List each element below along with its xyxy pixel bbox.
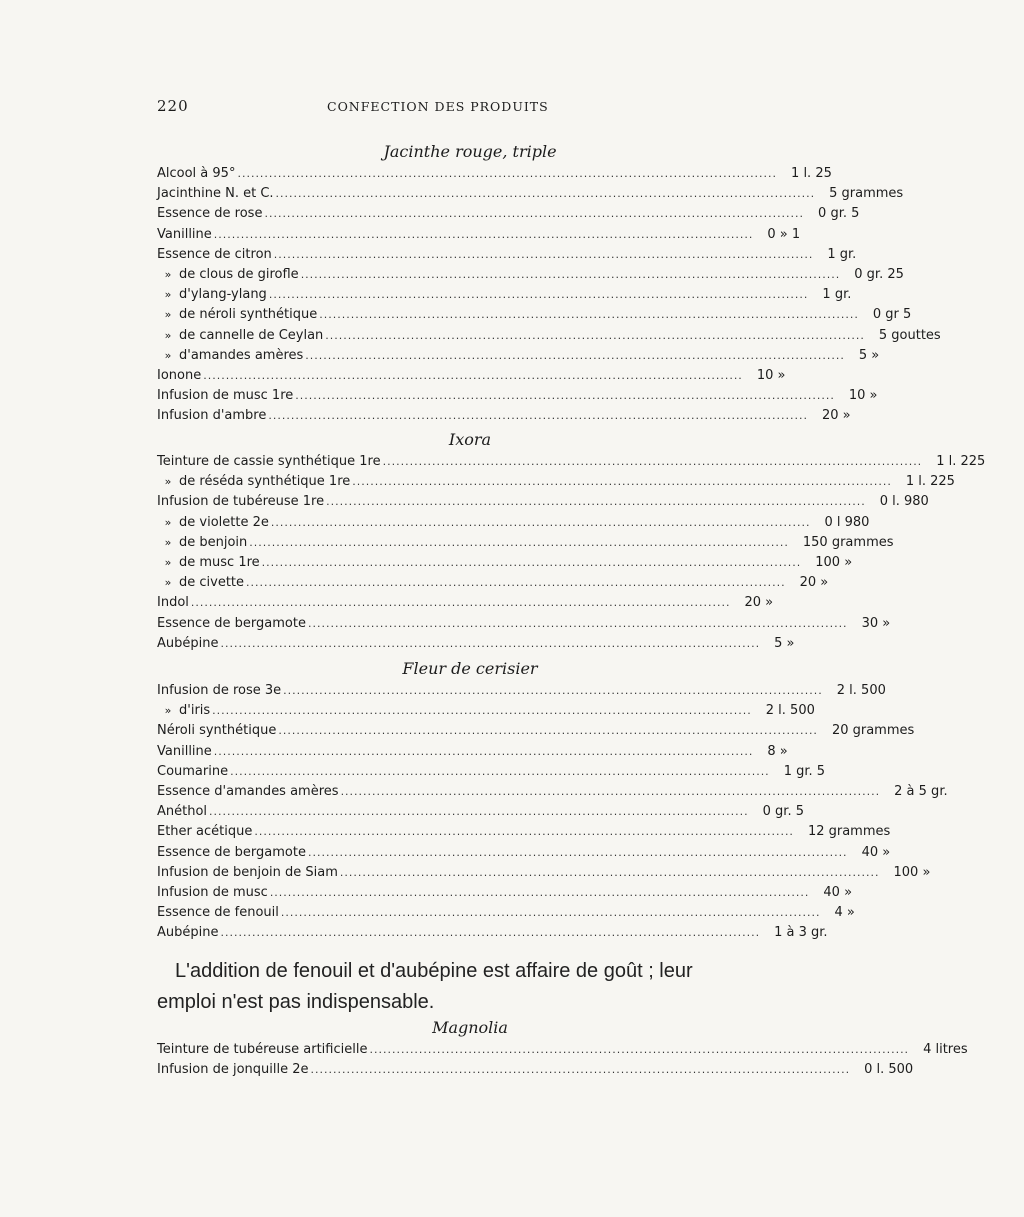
- ingredient-row: [157, 1060, 914, 1080]
- dot-leader: ........................................................................................................................: [261, 555, 802, 569]
- ingredient-label: Infusion de tubéreuse 1re: [157, 494, 325, 510]
- dot-leader: ........................................................................................................................: [213, 227, 754, 241]
- ingredient-name: de benjoin: [179, 534, 248, 550]
- dot-leader: ........................................................................................................................: [254, 825, 794, 839]
- ingredient-label: [157, 553, 260, 573]
- recipe-title: Ixora: [448, 430, 492, 449]
- ingredient-row: [157, 553, 853, 573]
- ingredient-row: [157, 762, 826, 782]
- dot-leader: ........................................................................................................................: [325, 328, 865, 342]
- ingredient-row: [157, 883, 853, 903]
- ingredient-row: [157, 614, 891, 634]
- dot-leader: ........................................................................................................................: [307, 845, 848, 859]
- ditto-mark: »: [164, 328, 172, 342]
- ingredient-quantity: 20 »: [821, 408, 851, 424]
- dot-leader: ........................................................................................................................: [382, 455, 923, 468]
- dot-leader: ........................................................................................................................: [319, 308, 859, 322]
- ingredient-quantity: 5 grammes: [829, 186, 904, 202]
- paragraph-line: emploi n'est pas indispensable.: [157, 991, 435, 1013]
- ingredient-row: [157, 1040, 968, 1060]
- ingredient-label: Infusion de rose 3e: [157, 683, 282, 698]
- ingredient-quantity: 1 à 3 gr.: [774, 925, 828, 941]
- ingredient-row: [157, 863, 931, 883]
- dot-leader: ........................................................................................................................: [305, 348, 845, 362]
- ingredient-row: [157, 681, 886, 701]
- dot-leader: ........................................................................................................................: [209, 805, 749, 819]
- ingredient-label: Infusion de musc: [157, 884, 268, 900]
- ingredient-quantity: 150 grammes: [802, 534, 894, 550]
- page-header: [157, 97, 723, 119]
- ingredient-row: [157, 903, 855, 923]
- ingredient-quantity: 0 gr. 5: [762, 804, 804, 820]
- ingredient-name: de musc 1re: [179, 554, 260, 570]
- recipe-title: Jacinthe rouge, triple: [383, 142, 557, 161]
- ingredient-label: Néroli synthétique: [157, 723, 277, 739]
- dot-leader: ........................................................................................................................: [283, 684, 823, 697]
- ingredient-name: d'ylang-ylang: [179, 287, 267, 303]
- ingredient-quantity: 5 »: [858, 347, 880, 363]
- ingredient-label: Vanilline: [157, 743, 212, 759]
- recipe-title: Magnolia: [432, 1018, 508, 1037]
- recipe-fleur-de-cerisier: [157, 657, 948, 943]
- ditto-mark: »: [164, 555, 172, 569]
- dot-leader: ........................................................................................................................: [249, 535, 789, 549]
- ingredient-label: Teinture de tubéreuse artificielle: [157, 1042, 368, 1057]
- ingredient-label: Vanilline: [157, 226, 212, 242]
- ingredient-row: [157, 472, 955, 492]
- dot-leader: ........................................................................................................................: [230, 764, 770, 778]
- ingredient-row: [157, 492, 929, 512]
- ingredient-quantity: 0 gr 5: [872, 307, 912, 323]
- ingredient-name: d'amandes amères: [179, 347, 304, 363]
- dot-leader: ........................................................................................................................: [268, 288, 809, 302]
- ingredient-row: [157, 366, 786, 386]
- ingredient-label: Aubépine: [157, 635, 219, 651]
- dot-leader: ........................................................................................................................: [273, 247, 814, 261]
- dot-leader: ........................................................................................................................: [339, 865, 880, 879]
- dot-leader: ........................................................................................................................: [280, 906, 821, 920]
- ingredient-label: Coumarine: [157, 763, 229, 779]
- ingredient-row: [157, 513, 870, 533]
- ingredient-quantity: 1 gr. 5: [783, 763, 826, 779]
- ingredient-row: [157, 573, 829, 593]
- ingredient-quantity: 40 »: [861, 844, 891, 860]
- dot-leader: ........................................................................................................................: [212, 704, 752, 718]
- ingredient-label: Infusion de musc 1re: [157, 388, 294, 404]
- ingredient-row: [157, 184, 904, 204]
- recipe-magnolia: [157, 1016, 968, 1080]
- ingredient-label: Essence de bergamote: [157, 844, 306, 860]
- ingredient-row: [157, 305, 912, 325]
- dot-leader: ........................................................................................................................: [220, 926, 761, 940]
- ingredient-label: Essence de bergamote: [157, 615, 306, 631]
- ingredient-label: Infusion de benjoin de Siam: [157, 864, 338, 880]
- ingredient-label: Essence de fenouil: [157, 905, 279, 921]
- dot-leader: ........................................................................................................................: [270, 515, 811, 529]
- ingredient-row: [157, 822, 891, 842]
- ingredient-label: Essence de rose: [157, 206, 263, 222]
- ingredient-label: [157, 513, 269, 533]
- ingredient-label: Aubépine: [157, 925, 219, 941]
- ingredient-quantity: 1 gr.: [827, 246, 857, 262]
- ingredient-row: [157, 386, 878, 406]
- ingredient-label: Jacinthine N. et C.: [157, 186, 274, 202]
- ingredient-row: [157, 265, 904, 285]
- ingredient-quantity: 0 gr. 5: [818, 206, 860, 222]
- ingredient-quantity: 5 gouttes: [878, 327, 941, 343]
- ingredient-label: Ionone: [157, 367, 202, 383]
- ditto-mark: »: [164, 308, 172, 322]
- recipe-title: Fleur de cerisier: [402, 659, 538, 678]
- ingredient-label: Essence d'amandes amères: [157, 783, 339, 799]
- ingredient-row: [157, 245, 857, 265]
- ditto-mark: »: [164, 267, 172, 281]
- ingredient-row: [157, 701, 815, 721]
- ingredient-quantity: 2 l. 500: [765, 703, 815, 719]
- ingredient-quantity: 1 l. 25: [791, 166, 832, 181]
- dot-leader: ........................................................................................................................: [237, 167, 778, 180]
- ingredient-label: [157, 285, 267, 305]
- ingredient-row: [157, 285, 852, 305]
- ingredient-quantity: 0 l. 500: [864, 1062, 914, 1078]
- ingredient-quantity: 0 » 1: [767, 226, 801, 242]
- ingredient-quantity: 20 »: [799, 575, 829, 591]
- dot-leader: ........................................................................................................................: [352, 475, 892, 489]
- ingredient-quantity: 4 »: [834, 905, 855, 921]
- dot-leader: ........................................................................................................................: [300, 267, 841, 281]
- recipe-jacinthe-rouge: [157, 140, 941, 426]
- ingredient-quantity: 1 gr.: [822, 287, 852, 303]
- dot-leader: ........................................................................................................................: [246, 576, 786, 590]
- dot-leader: ........................................................................................................................: [369, 1043, 910, 1056]
- ditto-mark: »: [164, 704, 172, 718]
- ingredient-row: [157, 164, 832, 184]
- dot-leader: ........................................................................................................................: [268, 409, 808, 423]
- ingredient-quantity: 100 »: [893, 864, 931, 880]
- dot-leader: ........................................................................................................................: [203, 368, 743, 382]
- ingredient-quantity: 2 à 5 gr.: [894, 783, 948, 799]
- ingredient-row: [157, 204, 860, 224]
- commentary-paragraph: [157, 956, 725, 1018]
- ingredient-row: [157, 923, 828, 943]
- ditto-mark: »: [164, 515, 172, 529]
- ingredient-row: [157, 346, 880, 366]
- ingredient-row: [157, 742, 788, 762]
- ingredient-label: [157, 472, 350, 492]
- ingredient-name: de clous de girofle: [179, 266, 299, 282]
- ingredient-row: [157, 593, 774, 613]
- ingredient-quantity: 4 litres: [923, 1042, 968, 1057]
- ingredient-name: d'iris: [179, 703, 211, 719]
- ingredient-quantity: 12 grammes: [807, 824, 891, 840]
- ingredient-label: Infusion de jonquille 2e: [157, 1062, 309, 1078]
- dot-leader: ........................................................................................................................: [190, 596, 731, 610]
- dot-leader: ........................................................................................................................: [275, 187, 816, 201]
- dot-leader: ........................................................................................................................: [269, 885, 810, 899]
- ditto-mark: »: [164, 475, 172, 489]
- ingredient-label: Infusion d'ambre: [157, 408, 267, 424]
- dot-leader: ........................................................................................................................: [213, 744, 754, 758]
- ingredient-label: [157, 701, 210, 721]
- ingredient-row: [157, 634, 795, 654]
- ingredient-label: [157, 573, 244, 593]
- ingredient-quantity: 2 l. 500: [836, 683, 886, 698]
- ingredient-name: de civette: [179, 575, 245, 591]
- ditto-mark: »: [164, 535, 172, 549]
- ingredient-label: [157, 265, 299, 285]
- ingredient-quantity: 0 gr. 25: [854, 266, 904, 282]
- dot-leader: ........................................................................................................................: [310, 1063, 851, 1077]
- ingredient-label: [157, 346, 303, 366]
- ingredient-quantity: 5 »: [774, 635, 795, 651]
- ingredient-row: [157, 452, 986, 472]
- ingredient-label: Ether acétique: [157, 824, 253, 840]
- ditto-mark: »: [164, 576, 172, 590]
- ingredient-row: [157, 782, 948, 802]
- ingredient-label: [157, 326, 323, 346]
- ingredient-row: [157, 802, 804, 822]
- dot-leader: ........................................................................................................................: [220, 636, 761, 650]
- ingredient-row: [157, 843, 891, 863]
- ingredient-label: Alcool à 95°: [157, 166, 236, 181]
- ditto-mark: »: [164, 348, 172, 362]
- ingredient-quantity: 1 l. 225: [936, 454, 986, 469]
- ingredient-quantity: 0 l 980: [824, 514, 870, 530]
- ingredient-label: Anéthol: [157, 804, 208, 820]
- dot-leader: ........................................................................................................................: [326, 495, 866, 509]
- dot-leader: ........................................................................................................................: [295, 389, 835, 403]
- ingredient-label: Indol: [157, 595, 189, 611]
- ingredient-label: [157, 533, 247, 553]
- ingredient-name: de violette 2e: [179, 514, 269, 530]
- ingredient-quantity: 10 »: [848, 388, 878, 404]
- ingredient-row: [157, 326, 941, 346]
- ingredient-label: [157, 305, 317, 325]
- ingredient-row: [157, 721, 915, 741]
- ingredient-name: de néroli synthétique: [179, 307, 318, 323]
- ingredient-quantity: 100 »: [815, 554, 853, 570]
- ingredient-name: de cannelle de Ceylan: [179, 327, 324, 343]
- ingredient-quantity: 30 »: [861, 615, 891, 631]
- ingredient-quantity: 8 »: [767, 743, 788, 759]
- ditto-mark: »: [164, 288, 172, 302]
- ingredient-quantity: 0 l. 980: [879, 494, 929, 510]
- dot-leader: ........................................................................................................................: [340, 784, 881, 798]
- ingredient-label: Essence de citron: [157, 246, 272, 262]
- page-number: 220: [157, 97, 189, 115]
- dot-leader: ........................................................................................................................: [264, 207, 805, 221]
- ingredient-row: [157, 533, 894, 553]
- ingredient-quantity: 10 »: [756, 367, 786, 383]
- dot-leader: ........................................................................................................................: [307, 616, 848, 630]
- ingredient-label: Teinture de cassie synthétique 1re: [157, 454, 381, 469]
- recipe-ixora: [157, 428, 986, 654]
- running-title: CONFECTION DES PRODUITS: [327, 99, 549, 114]
- dot-leader: ........................................................................................................................: [278, 724, 818, 738]
- ingredient-quantity: 20 grammes: [831, 723, 915, 739]
- ingredient-quantity: 1 l. 225: [905, 474, 955, 490]
- ingredient-name: de réséda synthétique 1re: [179, 474, 351, 490]
- ingredient-row: [157, 225, 801, 245]
- ingredient-quantity: 40 »: [823, 884, 853, 900]
- paragraph-line: L'addition de fenouil et d'aubépine est affaire de goût ; leur: [175, 960, 693, 982]
- ingredient-quantity: 20 »: [744, 595, 774, 611]
- ingredient-row: [157, 406, 851, 426]
